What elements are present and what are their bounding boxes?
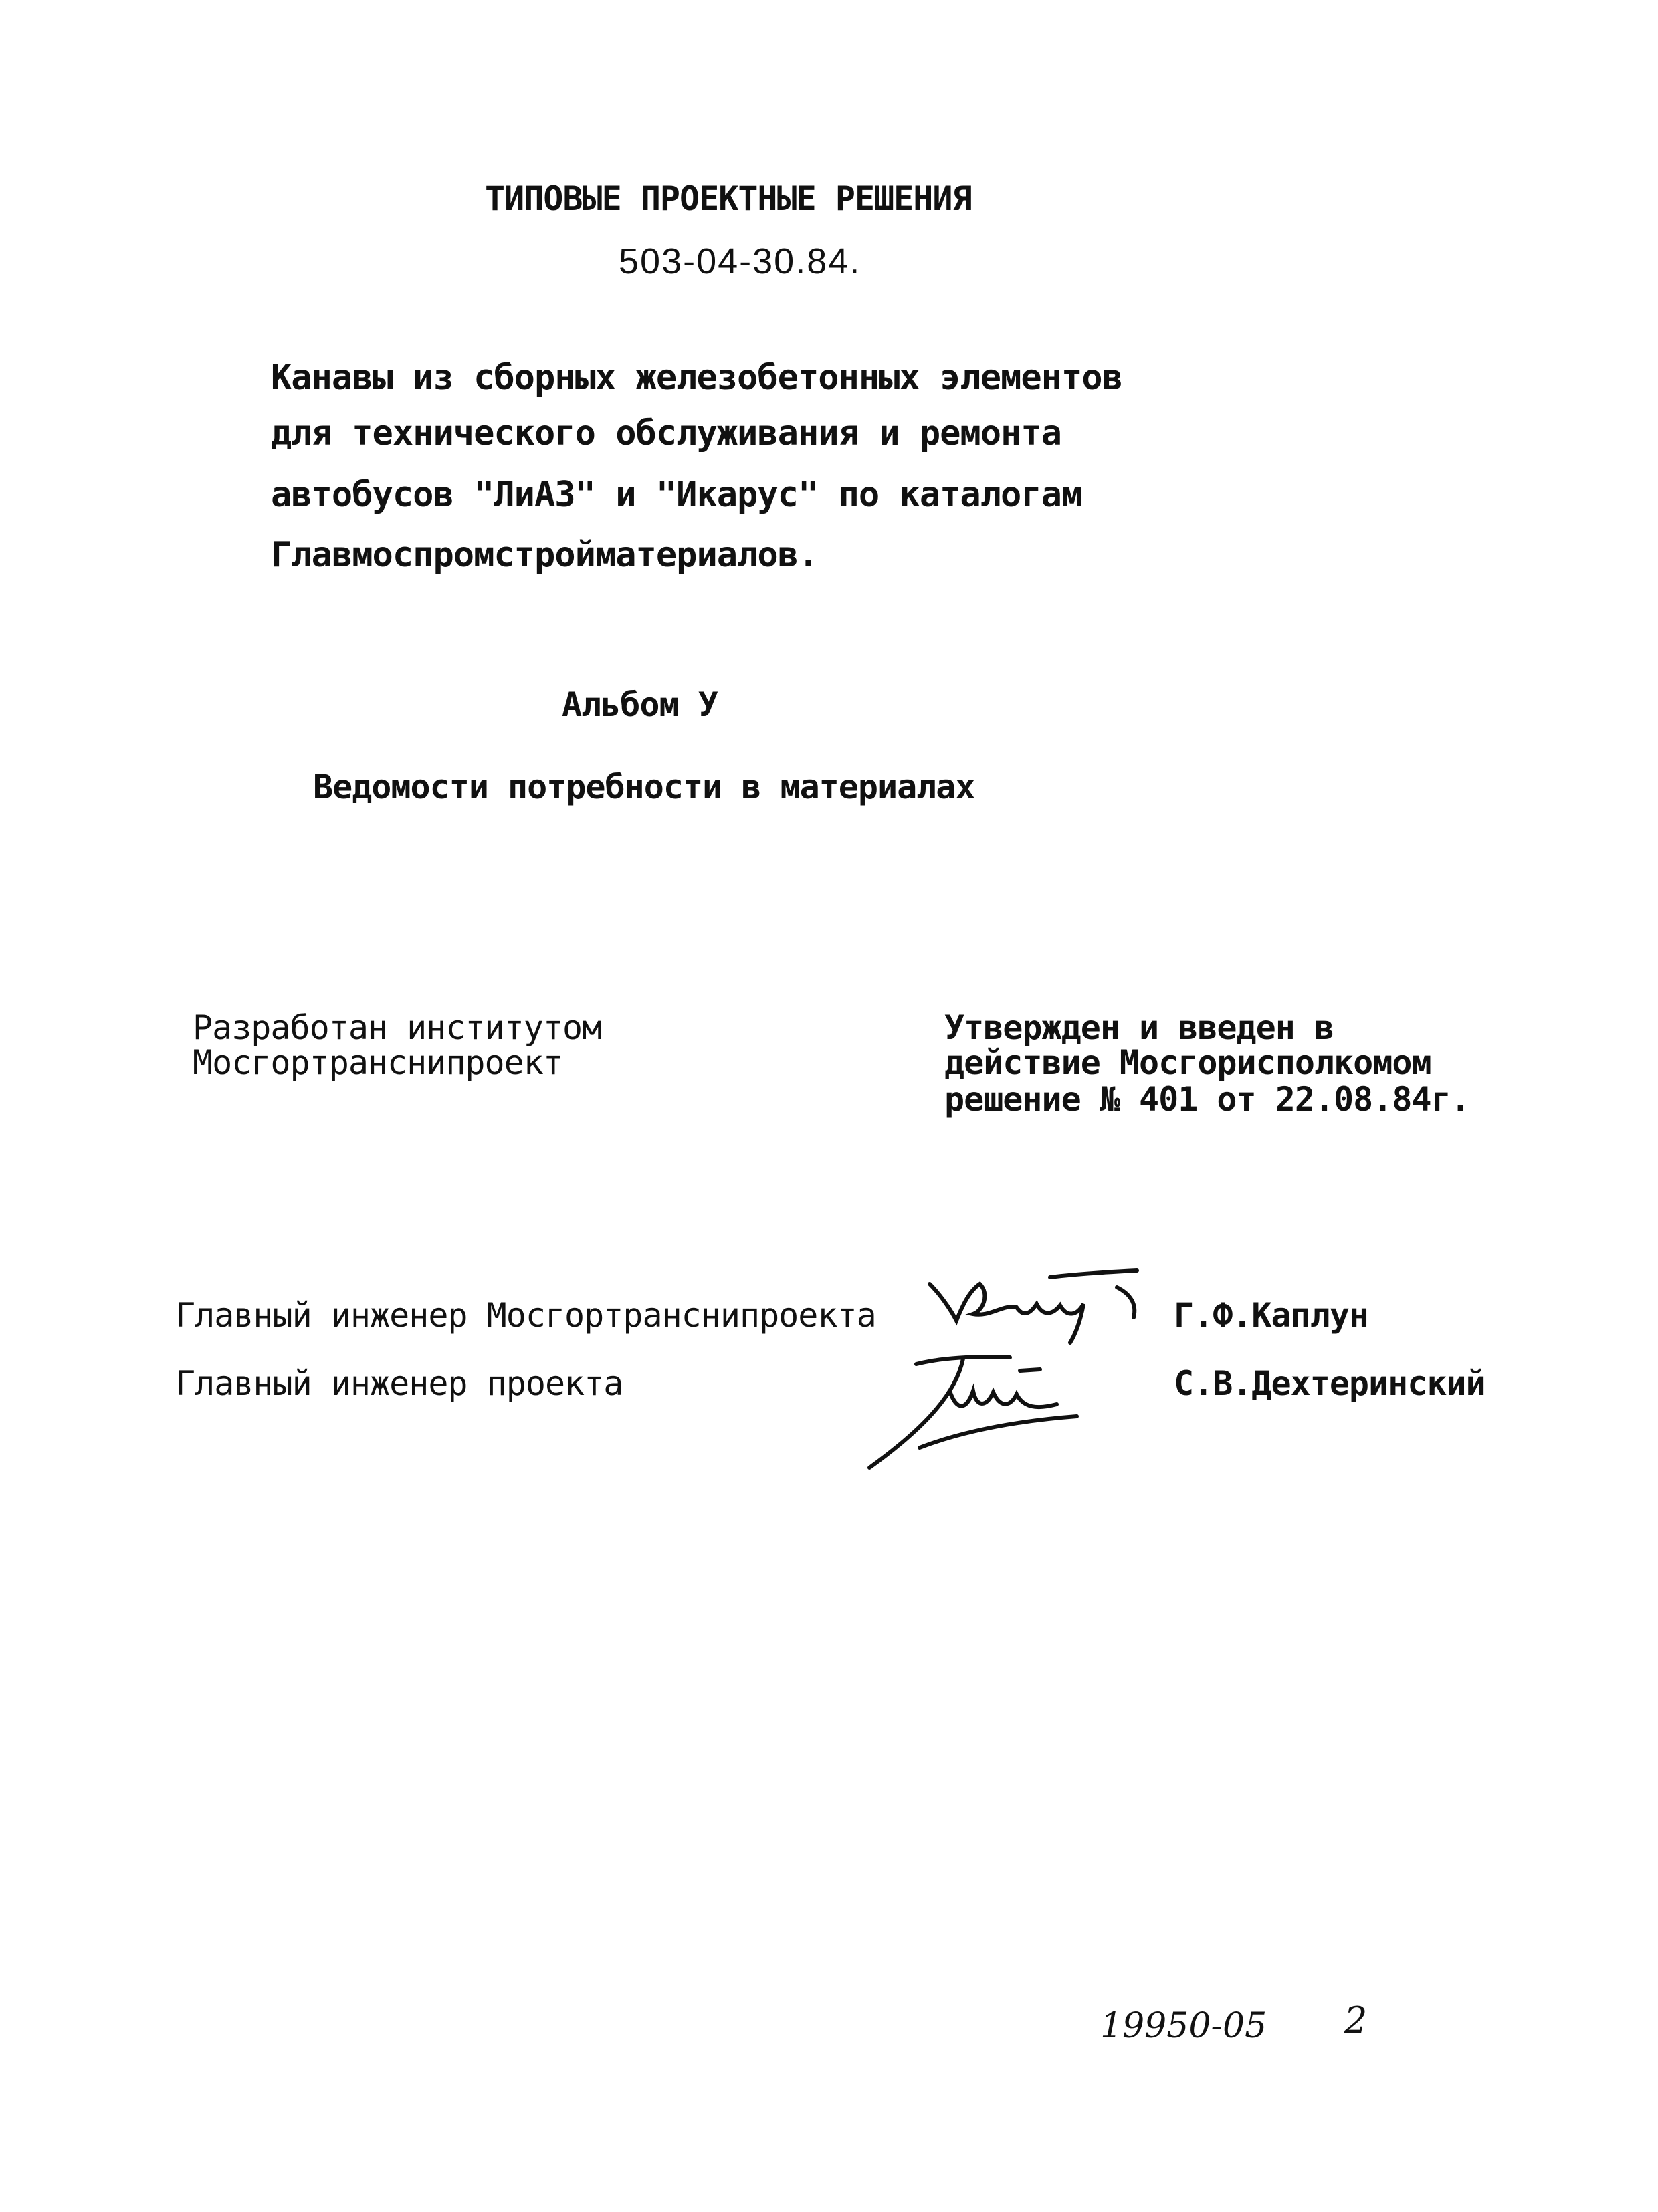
- signature-2-icon: [856, 1344, 1097, 1478]
- description-line-2: для технического обслуживания и ремонта: [271, 413, 1061, 453]
- document-code: 503-04-30.84.: [619, 241, 861, 282]
- description-line-3: автобусов "ЛиАЗ" и "Икарус" по каталогам: [271, 475, 1082, 515]
- approval-line-2: действие Мосгорисполкомом: [944, 1043, 1431, 1082]
- signatory-name-2: С.В.Дехтеринский: [1174, 1364, 1485, 1403]
- approval-line-1: Утвержден и введен в: [944, 1008, 1334, 1047]
- developer-line-1: Разработан институтом: [193, 1008, 602, 1047]
- approval-line-3: решение № 401 от 22.08.84г.: [944, 1080, 1470, 1119]
- signature-1-icon: [916, 1257, 1157, 1344]
- album-subtitle: Ведомости потребности в материалах: [313, 768, 975, 806]
- description-line-1: Канавы из сборных железобетонных элементов: [271, 358, 1122, 398]
- series-title: ТИПОВЫЕ ПРОЕКТНЫЕ РЕШЕНИЯ: [485, 179, 972, 218]
- album-title: Альбом У: [562, 685, 718, 724]
- description-line-4: Главмоспромстройматериалов.: [271, 535, 819, 575]
- page-number: 2: [1344, 1999, 1368, 2041]
- inventory-number: 19950-05: [1100, 2006, 1267, 2046]
- developer-line-2: Мосгортранснипроект: [193, 1043, 562, 1082]
- signatory-role-1: Главный инженер Мосгортранснипроекта: [175, 1296, 876, 1335]
- signatory-role-2: Главный инженер проекта: [175, 1364, 623, 1403]
- signatory-name-1: Г.Ф.Каплун: [1174, 1296, 1369, 1335]
